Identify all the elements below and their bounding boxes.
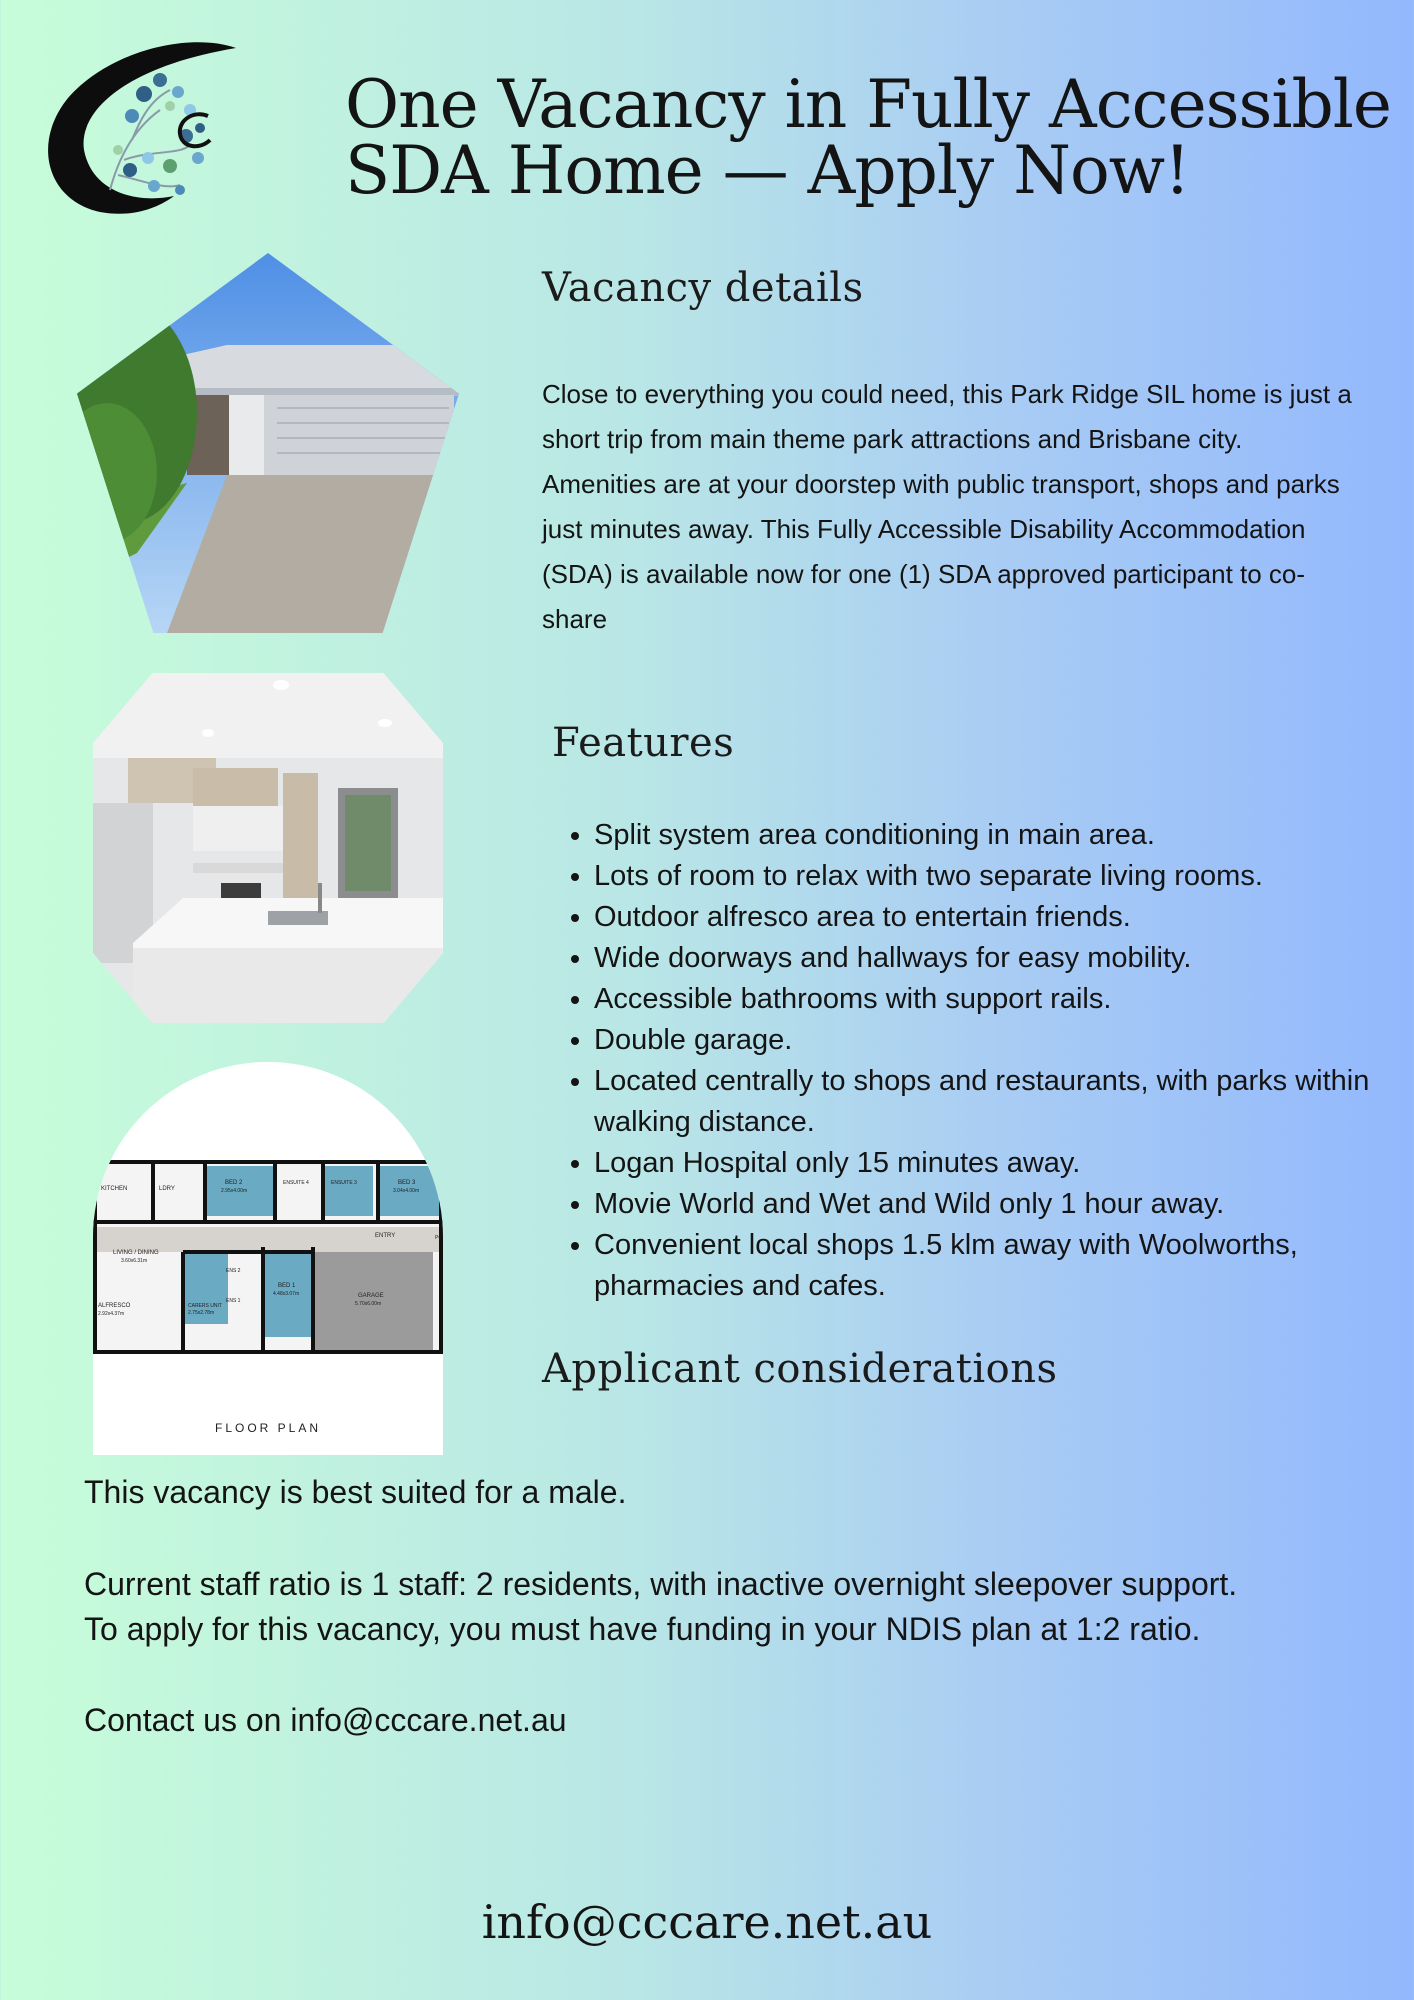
applicant-considerations-heading: Applicant considerations (542, 1346, 1058, 1392)
plan-label-living: LIVING / DINING (113, 1250, 159, 1256)
title-line-1: One Vacancy in Fully Accessible (345, 66, 1391, 143)
vacancy-details-heading: Vacancy details (542, 265, 864, 311)
applicant-funding-note: To apply for this vacancy, you must have funding in your NDIS plan at 1:2 ratio. (84, 1611, 1201, 1647)
plan-label-bed1-size: 4.48x3.07m (273, 1291, 300, 1297)
plan-label-bed2-size: 2.95x4.00m (221, 1188, 248, 1194)
feature-item: • Wide doorways and hallways for easy mobility. (594, 938, 1414, 979)
feature-item: • Double garage. (594, 1020, 1414, 1061)
company-logo (40, 40, 240, 220)
applicant-contact: Contact us on info@cccare.net.au (84, 1702, 567, 1738)
feature-item: • Lots of room to relax with two separate living rooms. (594, 856, 1414, 897)
plan-label-garage-size: 5.70x6.00m (355, 1301, 382, 1307)
footer-email: info@cccare.net.au (481, 1895, 933, 1949)
features-heading: Features (552, 720, 735, 766)
applicant-gender-note: This vacancy is best suited for a male. (84, 1474, 627, 1510)
plan-label-carers: CARERS UNIT (188, 1303, 222, 1309)
plan-label-alfresco-size: 2.92x4.37m (98, 1311, 125, 1317)
floor-plan-caption: FLOOR PLAN (214, 1421, 322, 1435)
vacancy-details-text: Close to everything you could need, this Park Ridge SIL home is just a short trip from main theme park attractions and Brisbane city. Amenities are at your doorstep with public transport, shops and parks just minutes away. This Fully Accessible Disability Accommodation (SDA) is available now for one (1) SDA approved participant to co-share (542, 379, 1352, 634)
plan-label-living-size: 3.60x6.31m (121, 1258, 148, 1264)
plan-label-bed3: BED 3 (398, 1180, 416, 1186)
applicant-staff-ratio: Current staff ratio is 1 staff: 2 residents, with inactive overnight sleepover support. (84, 1566, 1238, 1602)
cc-tree-logo-icon (40, 40, 240, 220)
plan-label-bed1: BED 1 (278, 1283, 296, 1289)
plan-label-carers-size: 2.75x2.78m (188, 1310, 215, 1316)
plan-label-porch: PO (435, 1235, 443, 1241)
title-line-2: SDA Home — Apply Now! (345, 132, 1190, 209)
feature-item: • Located centrally to shops and restaurants, with parks within walking distance. (594, 1061, 1414, 1143)
plan-label-bed3-size: 3.04x4.00m (393, 1188, 420, 1194)
feature-item: • Split system area conditioning in main area. (594, 815, 1414, 856)
feature-item: • Accessible bathrooms with support rails. (594, 979, 1414, 1020)
house-exterior-photo (77, 253, 459, 633)
plan-label-ensuite3: ENSUITE 3 (331, 1180, 357, 1186)
plan-label-garage: GARAGE (358, 1293, 384, 1299)
feature-item: • Convenient local shops 1.5 klm away with Woolworths, pharmacies and cafes. (594, 1225, 1414, 1307)
feature-item: • Movie World and Wet and Wild only 1 hour away. (594, 1184, 1414, 1225)
features-list (542, 815, 1414, 1307)
plan-label-ens2: ENS 2 (226, 1268, 241, 1274)
plan-label-alfresco: ALFRESCO (98, 1303, 131, 1309)
kitchen-photo (93, 673, 443, 1023)
feature-item: • Logan Hospital only 15 minutes away. (594, 1143, 1414, 1184)
plan-label-entry: ENTRY (375, 1233, 396, 1239)
plan-label-kitchen: KITCHEN (101, 1186, 128, 1192)
feature-item: • Outdoor alfresco area to entertain friends. (594, 897, 1414, 938)
plan-label-ensuite4: ENSUITE 4 (283, 1180, 309, 1186)
plan-label-ens1: ENS 1 (226, 1298, 241, 1304)
plan-label-ldry: LDRY (159, 1186, 175, 1192)
floor-plan-image (93, 1062, 443, 1455)
page-title (345, 66, 1391, 209)
plan-label-bed2: BED 2 (225, 1180, 243, 1186)
